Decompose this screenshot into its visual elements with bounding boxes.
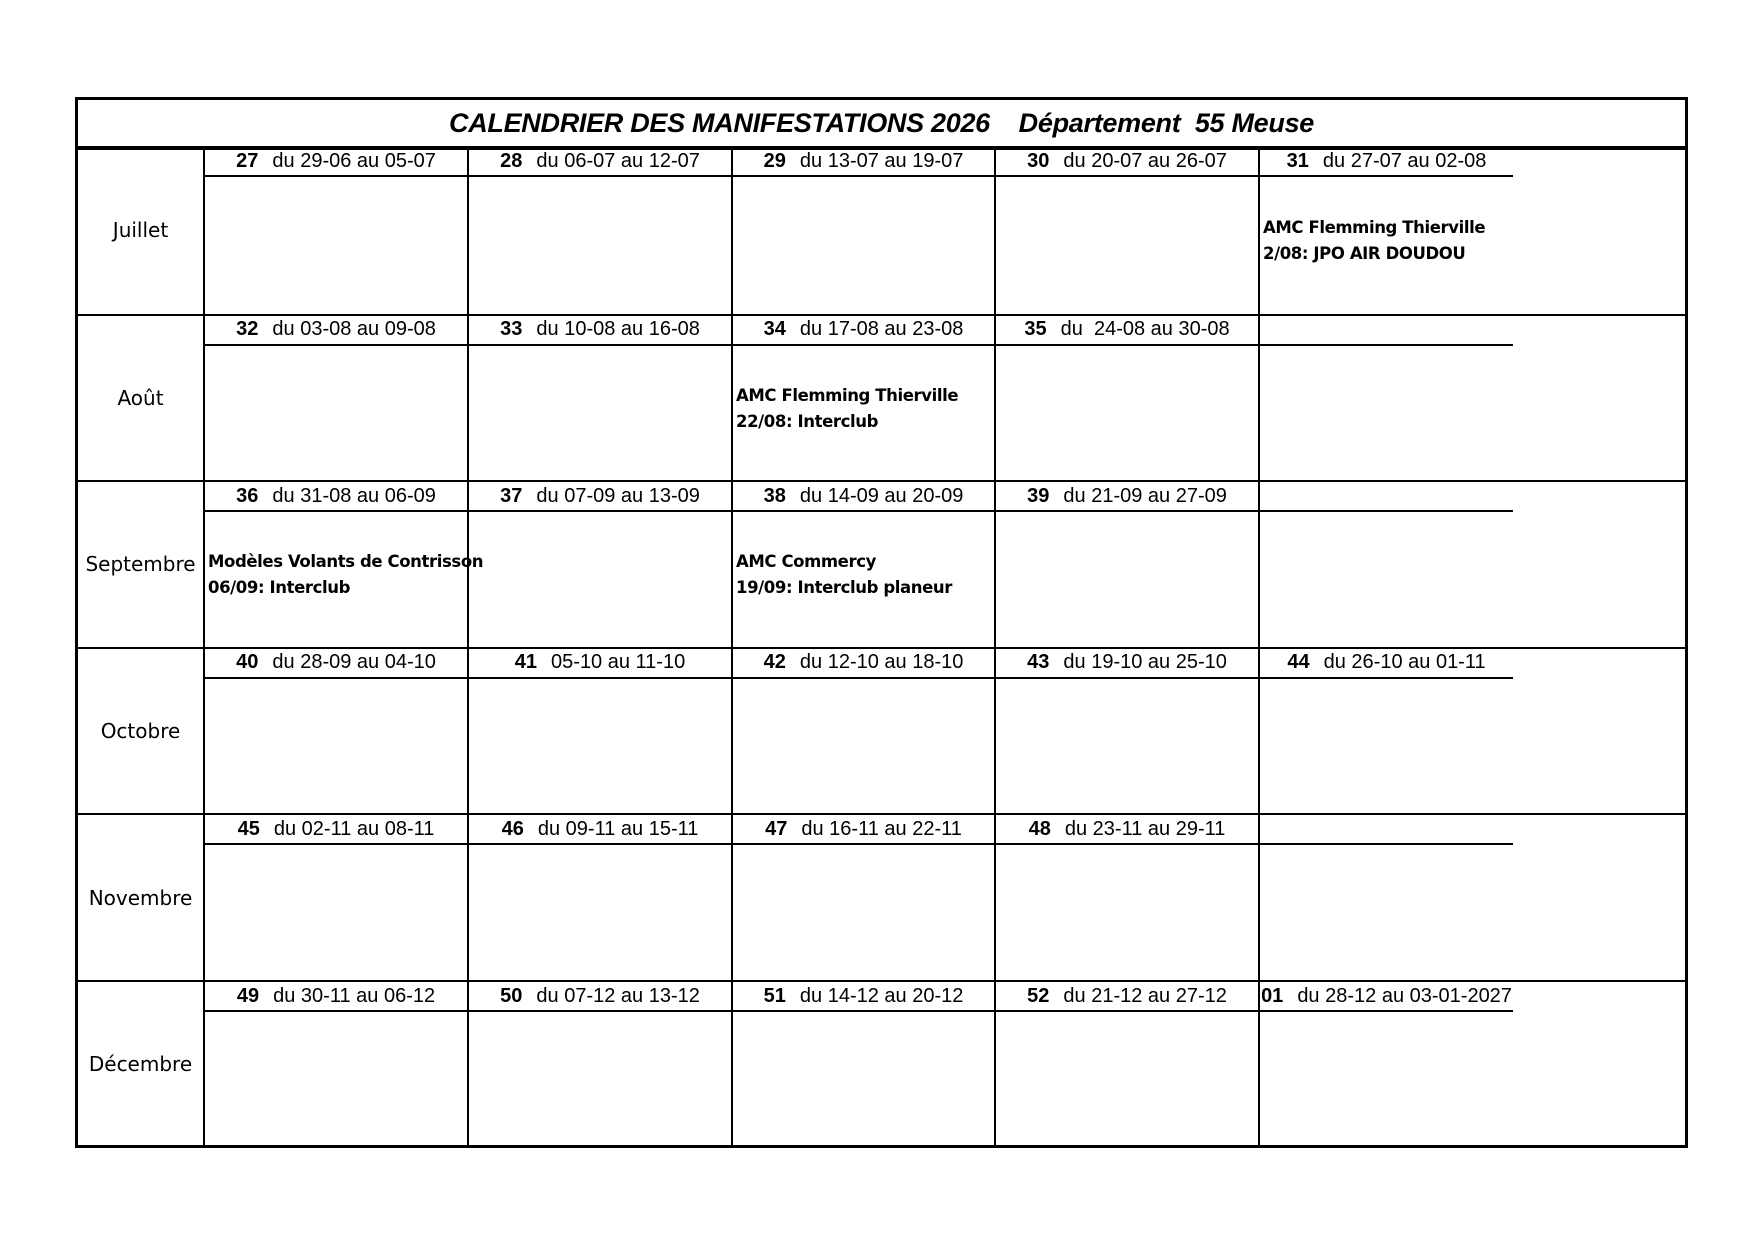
week-date-range: 05-10 au 11-10 (551, 651, 686, 674)
week-date-range: du 09-11 au 15-11 (537, 817, 699, 840)
week-cell (996, 316, 1260, 481)
week-cell (205, 815, 469, 980)
week-date-range: du 23-11 au 29-11 (1064, 817, 1226, 840)
week-events (469, 845, 731, 980)
weeks-row (205, 815, 1685, 980)
week-number: 33 (500, 318, 523, 341)
week-events (733, 1012, 994, 1147)
week-header (469, 982, 731, 1012)
week-events (205, 679, 467, 814)
week-events (469, 1012, 731, 1147)
week-cell (996, 649, 1260, 814)
month-label: Juillet (78, 147, 205, 314)
week-date-range: du 14-09 au 20-09 (799, 484, 964, 507)
month-label: Décembre (78, 982, 205, 1147)
week-header (205, 815, 467, 845)
week-header (1260, 147, 1513, 177)
week-header (996, 316, 1258, 346)
week-cell (996, 815, 1260, 980)
week-cell (205, 316, 469, 481)
week-header (996, 147, 1258, 177)
week-date-range: du 27-07 au 02-08 (1322, 149, 1487, 172)
week-number: 43 (1027, 651, 1050, 674)
week-date-range: du 02-11 au 08-11 (273, 817, 435, 840)
week-number: 30 (1027, 149, 1050, 172)
week-events (469, 346, 731, 481)
week-header (1260, 649, 1513, 679)
week-cell (733, 147, 996, 314)
week-date-range: du 06-07 au 12-07 (536, 149, 700, 172)
week-cell (733, 649, 996, 814)
week-cell (733, 982, 996, 1147)
week-header (469, 147, 731, 177)
week-header (1260, 316, 1513, 346)
event-detail: 06/09: Interclub (208, 578, 350, 598)
week-number: 29 (763, 149, 786, 172)
page-title: CALENDRIER DES MANIFESTATIONS 2026 Département 55 Meuse (449, 107, 1314, 138)
week-date-range: du 16-11 au 22-11 (801, 817, 962, 840)
week-date-range: du 12-10 au 18-10 (799, 651, 964, 674)
week-events (469, 679, 731, 814)
week-header (205, 316, 467, 346)
week-header (733, 482, 994, 512)
week-number: 52 (1027, 984, 1050, 1007)
week-number: 50 (500, 984, 523, 1007)
week-header (205, 482, 467, 512)
week-date-range: du 19-10 au 25-10 (1063, 651, 1227, 674)
week-events (1260, 512, 1513, 647)
week-number: 48 (1028, 817, 1051, 840)
week-date-range: du 24-08 au 30-08 (1060, 318, 1230, 341)
month-row (78, 980, 1685, 1147)
week-number: 36 (236, 484, 259, 507)
week-events (733, 346, 994, 481)
month-row (78, 813, 1685, 980)
week-header (996, 482, 1258, 512)
week-number: 44 (1287, 651, 1310, 674)
event-organizer: Modèles Volants de Contrisson (208, 552, 484, 572)
week-header (733, 147, 994, 177)
week-date-range: du 17-08 au 23-08 (799, 318, 964, 341)
event-organizer: AMC Flemming Thierville (1263, 218, 1486, 238)
week-events (205, 1012, 467, 1147)
week-date-range: du 28-12 au 03-01-2027 (1297, 984, 1512, 1007)
week-number: 27 (236, 149, 259, 172)
week-cell (469, 649, 733, 814)
week-header (1260, 815, 1513, 845)
week-cell (205, 982, 469, 1147)
week-number: 46 (501, 817, 524, 840)
event-organizer: AMC Commercy (736, 552, 876, 572)
week-cell (1260, 147, 1513, 314)
week-cell (205, 147, 469, 314)
week-number: 01 (1261, 984, 1284, 1007)
week-cell (1260, 482, 1513, 647)
week-date-range: du 29-06 au 05-07 (272, 149, 436, 172)
month-label: Novembre (78, 815, 205, 980)
week-events (1260, 679, 1513, 814)
week-header (733, 316, 994, 346)
week-events (733, 679, 994, 814)
week-events (1260, 845, 1513, 980)
week-cell (469, 982, 733, 1147)
month-label: Septembre (78, 482, 205, 647)
week-number: 51 (763, 984, 786, 1007)
week-number: 31 (1286, 149, 1309, 172)
title-row (78, 100, 1685, 150)
week-events (469, 512, 731, 647)
month-label: Août (78, 316, 205, 481)
week-header (469, 482, 731, 512)
week-date-range: du 21-09 au 27-09 (1063, 484, 1227, 507)
week-date-range: du 20-07 au 26-07 (1063, 149, 1227, 172)
week-header (469, 649, 731, 679)
week-events (733, 177, 994, 314)
week-number: 28 (500, 149, 523, 172)
week-number: 42 (763, 651, 786, 674)
week-events (205, 346, 467, 481)
week-number: 40 (236, 651, 259, 674)
weeks-row (205, 482, 1685, 647)
week-cell (205, 649, 469, 814)
weeks-row (205, 316, 1685, 481)
week-cell (733, 815, 996, 980)
week-events (996, 177, 1258, 314)
week-date-range: du 30-11 au 06-12 (273, 984, 436, 1007)
calendar-table (75, 97, 1688, 1148)
week-number: 41 (514, 651, 538, 674)
week-header (205, 982, 467, 1012)
week-cell (1260, 815, 1513, 980)
weeks-row (205, 147, 1685, 314)
week-events (996, 346, 1258, 481)
week-cell (205, 482, 484, 647)
week-events (996, 845, 1258, 980)
month-row (78, 480, 1685, 647)
week-header (1260, 482, 1513, 512)
week-date-range: du 07-09 au 13-09 (536, 484, 700, 507)
week-cell (1260, 649, 1513, 814)
week-date-range: du 26-10 au 01-11 (1323, 651, 1486, 674)
week-date-range: du 14-12 au 20-12 (799, 984, 964, 1007)
week-date-range: du 13-07 au 19-07 (799, 149, 964, 172)
week-date-range: du 03-08 au 09-08 (272, 318, 436, 341)
week-events (1260, 346, 1513, 481)
week-date-range: du 31-08 au 06-09 (272, 484, 436, 507)
week-header (469, 316, 731, 346)
week-cell (996, 482, 1260, 647)
week-events (205, 845, 467, 980)
week-cell (469, 316, 733, 481)
week-events (1260, 177, 1513, 314)
week-header (205, 147, 467, 177)
week-events (1260, 1012, 1513, 1147)
week-number: 45 (237, 817, 260, 840)
week-header (1260, 982, 1513, 1012)
week-number: 38 (763, 484, 786, 507)
week-number: 35 (1024, 318, 1047, 341)
week-events (733, 845, 994, 980)
week-events (205, 512, 484, 647)
weeks-row (205, 649, 1685, 814)
week-cell (469, 147, 733, 314)
week-events (996, 679, 1258, 814)
week-events (996, 512, 1258, 647)
week-cell (469, 482, 733, 647)
week-header (205, 649, 467, 679)
week-date-range: du 07-12 au 13-12 (536, 984, 700, 1007)
week-number: 34 (763, 318, 786, 341)
week-header (996, 815, 1258, 845)
week-date-range: du 28-09 au 04-10 (272, 651, 436, 674)
week-events (205, 177, 467, 314)
month-row (78, 314, 1685, 481)
month-row (78, 647, 1685, 814)
week-cell (996, 982, 1260, 1147)
week-header (996, 649, 1258, 679)
week-cell (1260, 982, 1513, 1147)
month-label: Octobre (78, 649, 205, 814)
week-cell (733, 482, 996, 647)
event-detail: 19/09: Interclub planeur (736, 578, 952, 598)
week-cell (996, 147, 1260, 314)
week-date-range: du 10-08 au 16-08 (536, 318, 700, 341)
week-header (469, 815, 731, 845)
event-detail: 2/08: JPO AIR DOUDOU (1263, 244, 1466, 264)
week-events (469, 177, 731, 314)
event-detail: 22/08: Interclub (736, 411, 878, 431)
week-date-range: du 21-12 au 27-12 (1063, 984, 1227, 1007)
week-number: 47 (765, 817, 788, 840)
week-header (733, 649, 994, 679)
week-events (996, 1012, 1258, 1147)
week-number: 39 (1027, 484, 1050, 507)
event-organizer: AMC Flemming Thierville (736, 385, 959, 405)
month-row (78, 147, 1685, 314)
week-header (996, 982, 1258, 1012)
week-events (733, 512, 994, 647)
weeks-row (205, 982, 1685, 1147)
week-number: 32 (236, 318, 259, 341)
week-number: 37 (500, 484, 523, 507)
week-cell (733, 316, 996, 481)
week-number: 49 (236, 984, 260, 1007)
week-header (733, 982, 994, 1012)
week-cell (1260, 316, 1513, 481)
week-cell (469, 815, 733, 980)
week-header (733, 815, 994, 845)
